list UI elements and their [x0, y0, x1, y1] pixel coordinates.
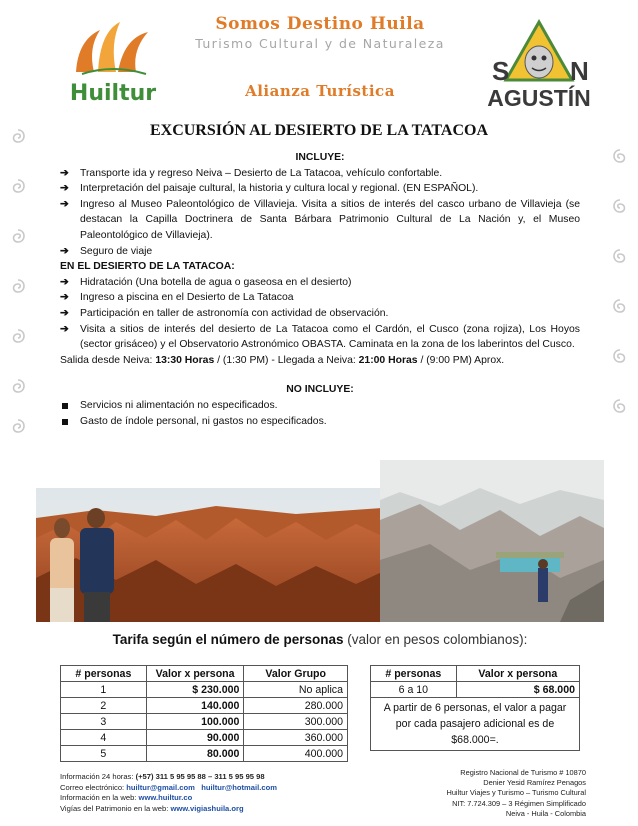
list-item: ➔ Ingreso a piscina en el Desierto de La Tatacoa	[60, 290, 580, 306]
incluye-heading: INCLUYE:	[295, 152, 345, 163]
decorative-swirl-border-right	[606, 120, 634, 440]
photo-couple-desert	[36, 488, 382, 622]
llegada-time: 21:00 Horas	[358, 354, 418, 366]
san-logo-agustin: AGUSTÍN	[487, 85, 591, 110]
web-link-huiltur[interactable]: www.huiltur.co	[138, 793, 193, 803]
san-logo-letter-n: N	[570, 56, 589, 86]
arrow-right-icon: ➔	[60, 276, 69, 288]
table-row: 5 80.000 400.000	[61, 746, 348, 762]
list-item: ➔ Interpretación del paisaje cultural, la historia y cultura local y regional. (EN ESPAÑOL).	[60, 181, 580, 197]
list-item: Gasto de índole personal, ni gastos no especificados.	[60, 414, 580, 430]
price-table-small-groups	[60, 665, 348, 762]
salida-time: 13:30 Horas	[155, 354, 215, 366]
footer-registry: Registro Nacional de Turismo # 10870 Denier Yesid Ramírez Penagos Huiltur Viajes y Turismo – Turismo Cultural NIT: 7.724.309 – 3 Régimen Simplificado Neiva - Huila - Colombia	[446, 768, 586, 818]
arrow-right-icon: ➔	[60, 183, 69, 195]
huiltur-logo	[58, 18, 168, 108]
phone-numbers: (+57) 311 5 95 95 88 – 311 5 95 95 98	[135, 772, 265, 781]
list-item: ➔ Participación en taller de astronomía con actividad de observación.	[60, 306, 580, 322]
table-row	[371, 698, 580, 751]
photo-gray-desert-pool	[380, 460, 604, 622]
footer-contact: Información 24 horas: (+57) 311 5 95 95 88 – 311 5 95 95 98 Correo electrónico: huiltur@gmail.com huiltur@hotmail.com Información en la web: www.huiltur.co Vigías del Patrimonio en la web: www.vigiashuila.org	[60, 772, 277, 813]
arrow-right-icon: ➔	[60, 167, 69, 179]
table-row: 4 90.000 360.000	[61, 730, 348, 746]
list-item: ➔ Seguro de viaje	[60, 244, 580, 260]
tarifa-title: Tarifa según el número de personas	[112, 632, 344, 647]
header-subtitle: Turismo Cultural y de Naturaleza	[195, 36, 445, 51]
table-row: 2 140.000 280.000	[61, 698, 348, 714]
email-link-gmail[interactable]: huiltur@gmail.com	[126, 782, 195, 792]
table-header-row: # personas Valor x persona Valor Grupo	[61, 666, 348, 682]
san-agustin-logo	[484, 18, 594, 110]
header-alianza: Alianza Turística	[245, 82, 395, 100]
square-bullet-icon	[62, 403, 68, 409]
list-item: ➔ Visita a sitios de interés del desierto de La Tatacoa como el Cardón, el Cusco (zona rojiza), Los Hoyos (sector grisáceo) y el Observatorio Astronómico OBASTA. Caminata en la zona de los laberintos del Cusco.	[60, 323, 580, 351]
list-item: ➔ Transporte ida y regreso Neiva – Desierto de La Tatacoa, vehículo confortable.	[60, 166, 580, 182]
additional-passenger-note: A partir de 6 personas, el valor a pagar por cada pasajero adicional es de $68.000=.	[371, 698, 580, 751]
arrow-right-icon: ➔	[60, 307, 69, 319]
list-item: Servicios ni alimentación no especificados.	[60, 398, 580, 414]
desierto-heading: EN EL DESIERTO DE LA TATACOA:	[60, 261, 235, 273]
header-title: Somos Destino Huila	[215, 14, 425, 34]
page-title: EXCURSIÓN AL DESIERTO DE LA TATACOA	[149, 122, 489, 139]
table-row: 3 100.000 300.000	[61, 714, 348, 730]
arrow-right-icon: ➔	[60, 198, 69, 210]
tarifa-note: (valor en pesos colombianos):	[347, 632, 528, 647]
huiltur-logo-text: Huiltur	[69, 81, 157, 106]
arrow-right-icon: ➔	[60, 245, 69, 257]
arrow-right-icon: ➔	[60, 292, 69, 304]
schedule-line: Salida desde Neiva: 13:30 Horas / (1:30 PM) - Llegada a Neiva: 21:00 Horas / (9:00 PM) Aprox.	[60, 354, 505, 366]
email-link-hotmail[interactable]: huiltur@hotmail.com	[201, 782, 277, 792]
itinerary-content	[60, 150, 580, 429]
table-row: 6 a 10 $ 68.000	[371, 682, 580, 698]
web-link-vigias[interactable]: www.vigiashuila.org	[170, 803, 244, 813]
san-logo-letter-s: S	[492, 56, 510, 86]
list-item: ➔ Hidratación (Una botella de agua o gaseosa en el desierto)	[60, 275, 580, 291]
list-item: ➔ Ingreso al Museo Paleontológico de Villavieja. Visita a sitios de interés del casco urbano de Villavieja (se destacan la Capilla Doctrinera de Santa Bárbara Patrimonio Cultural de La Nación y, el Museo Paleontológico de Villavieja).	[60, 198, 580, 241]
decorative-swirl-border-left	[4, 120, 32, 440]
no-incluye-heading: NO INCLUYE:	[286, 384, 354, 396]
tarifa-heading	[60, 632, 580, 647]
table-row: 1 $ 230.000 No aplica	[61, 682, 348, 698]
price-table-large-groups	[370, 665, 580, 751]
arrow-right-icon: ➔	[60, 323, 69, 335]
square-bullet-icon	[62, 419, 68, 425]
table-header-row: # personas Valor x persona	[371, 666, 580, 682]
